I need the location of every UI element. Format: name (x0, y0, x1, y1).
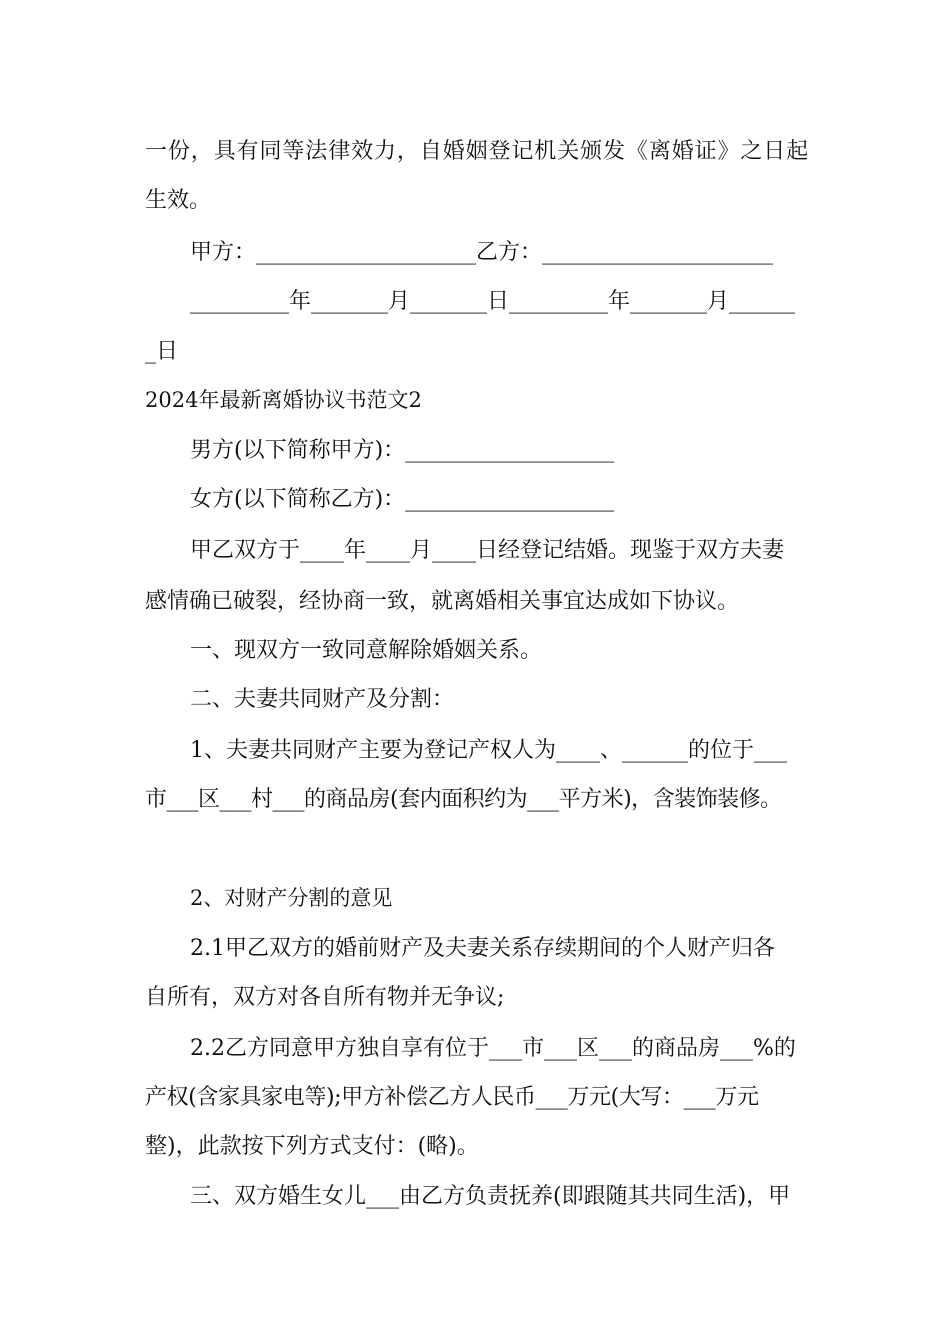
clause-heading: 三、双方婚生女儿___由乙方负责抚养(即跟随其共同生活)，甲 (190, 1184, 791, 1209)
clause-heading: 一、现双方一致同意解除婚姻关系。 (190, 638, 543, 663)
party-a-line: 男方(以下简称甲方)：___________________ (190, 438, 615, 463)
paragraph-line: 1、夫妻共同财产主要为登记产权人为____、______的位于___ (190, 738, 787, 763)
date-line-continuation: _日 (145, 339, 179, 364)
clause-heading: 2、对财产分割的意见 (190, 886, 393, 910)
paragraph-line: 2.2乙方同意甲方独自享有位于___市___区___的商品房___%的 (190, 1036, 796, 1061)
paragraph-line: 感情确已破裂，经协商一致，就离婚相关事宜达成如下协议。 (145, 589, 740, 614)
paragraph-line: 生效。 (145, 188, 212, 213)
paragraph-line: 整)，此款按下列方式支付：(略)。 (145, 1134, 479, 1159)
paragraph-line: 甲乙双方于____年____月____日经登记结婚。现鉴于双方夫妻 (190, 538, 785, 563)
party-b-line: 女方(以下简称乙方)：___________________ (190, 487, 615, 512)
paragraph-line: 一份，具有同等法律效力，自婚姻登记机关颁发《离婚证》之日起 (145, 139, 810, 164)
paragraph-line: 自所有，双方对各自所有物并无争议; (145, 985, 505, 1010)
paragraph-line: 市___区___村___的商品房(套内面积约为___平方米)，含装饰装修。 (145, 787, 782, 812)
date-line: _________年_______月_______日_________年_______月______ (190, 289, 796, 314)
paragraph-line: 产权(含家具家电等);甲方补偿乙方人民币___万元(大写：___万元 (145, 1085, 759, 1110)
section-title: 2024年最新离婚协议书范文2 (145, 388, 422, 412)
clause-heading: 二、夫妻共同财产及分割： (190, 687, 455, 712)
paragraph-line: 2.1甲乙双方的婚前财产及夫妻关系存续期间的个人财产归各 (190, 936, 775, 961)
signature-line: 甲方：____________________乙方：_____________________ (190, 240, 774, 265)
